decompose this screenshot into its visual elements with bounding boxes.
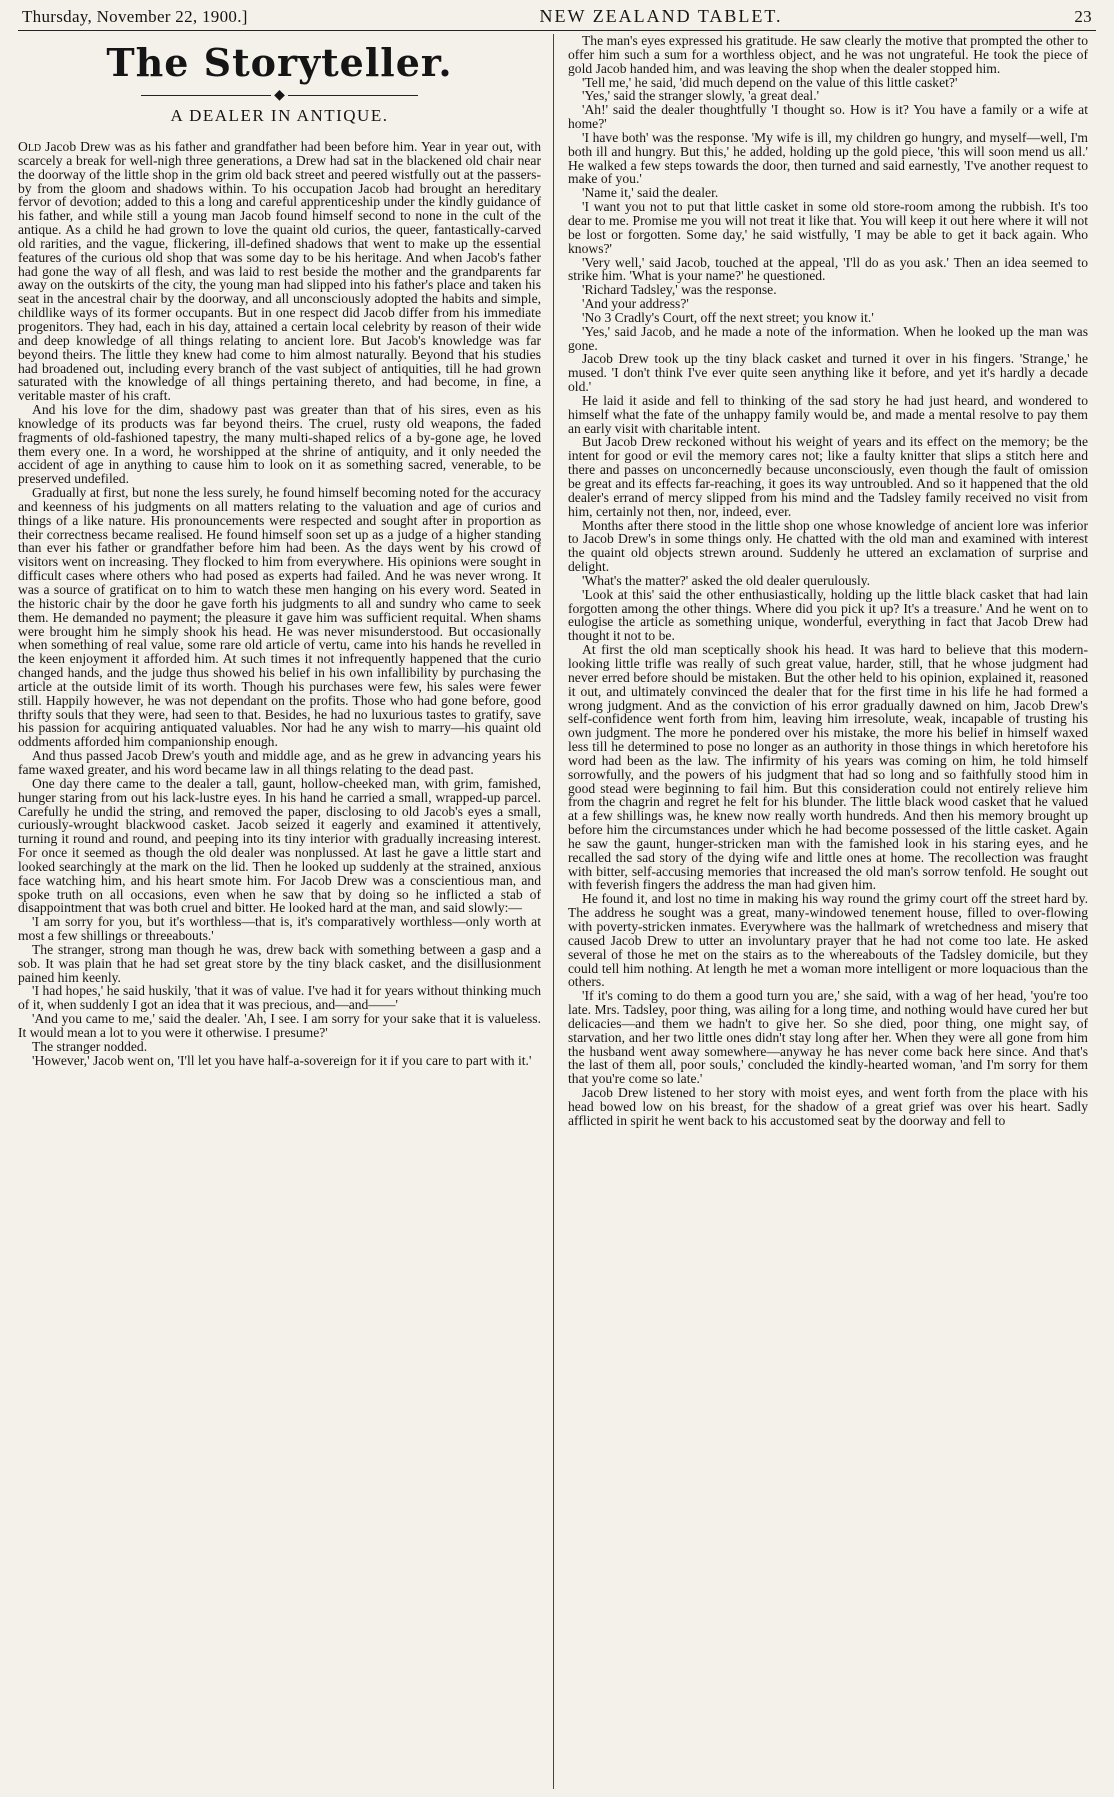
paragraph: He laid it aside and fell to thinking of the sad story he had just heard, and wondered to himself what the fate of the unhappy family would be, and made a mental resolve to pay them an early visit with charitable intent.: [568, 392, 1088, 436]
opening-word: Old: [18, 139, 42, 154]
page-header: [18, 6, 1096, 28]
paragraph: 'Yes,' said the stranger slowly, 'a great deal.': [582, 88, 820, 104]
left-column-text: [18, 140, 541, 1068]
columns: [18, 34, 1096, 1789]
paragraph: Months after there stood in the little shop one whose knowledge of ancient lore was inferior to Jacob Drew's in some things only. He chatted with the old man and examined with interest the quaint old objects strewn around. Suddenly he uttered an exclamation of surprise and delight.: [568, 517, 1088, 575]
paragraph: The man's eyes expressed his gratitude. He saw clearly the motive that prompted the other to offer him such a sum for a worthless object, and he was not ungrateful. He took the piece of gold Jacob handed him, and was leaving the shop when the dealer stopped him.: [568, 34, 1088, 76]
paragraph: 'If it's coming to do them a good turn you are,' she said, with a wag of her head, 'you're too late. Mrs. Tadsley, poor thing, was ailing for a long time, and nothing would have cured her but delicacies—and them we hadn't to give her. So she died, poor thing, one might say, of starvation, and her two little ones didn't stay long after her. When they were all gone from him the husband went away somewhere—anyway he has never come back here since. And that's the last of them all, poor souls,' concluded the kindly-hearted woman, 'and I'm sorry for them that you're come so late.': [568, 988, 1088, 1087]
section-masthead: The Storyteller.: [106, 40, 453, 85]
paragraph: 'Look at this' said the other enthusiastically, holding up the little black casket that had lain forgotten among the other things. Where did you pick it up? It's a treasure.' And he went on to eulogise the article as something unique, wonderful, everything in fact that Jacob Drew had thought it not to be.: [568, 586, 1088, 644]
paragraph: 'No 3 Cradly's Court, off the next street; you know it.': [582, 309, 874, 325]
paragraph: And thus passed Jacob Drew's youth and middle age, and as he grew in advancing years his fame waxed greater, and his word became law in all things relating to the dead past.: [18, 748, 541, 777]
ornament-line-right: [288, 95, 418, 96]
issue-date: Thursday, November 22, 1900.]: [22, 7, 248, 26]
paragraph: [18, 140, 541, 403]
ornament-divider: [18, 87, 541, 104]
header-rule: [18, 30, 1096, 31]
paragraph: 'Richard Tadsley,' was the response.: [582, 282, 777, 298]
left-column: [18, 34, 553, 1789]
paragraph: Jacob Drew listened to her story with moist eyes, and went forth from the place with his head bowed low on his breast, for the shadow of a great grief was over his heart. Sadly afflicted in spirit he went back to his accustomed seat by the doorway and fell to: [568, 1085, 1088, 1128]
right-column-text: [568, 34, 1088, 1128]
page-number: 23: [1074, 7, 1092, 26]
paragraph: 'However,' Jacob went on, 'I'll let you have half-a-sovereign for it if you care to part with it.': [32, 1052, 532, 1068]
paragraph-text: Jacob Drew was as his father and grandfather had been before him. Year in year out, with scarcely a break for well-nigh three generations, a Drew had sat in the blackened old chair near the doorway of the little shop in the grim old back street and peered wistfully out at the passers-by from the gloom and shadows within. To his occupation Jacob had brought an hereditary fervor of devotion; added to this a long and careful apprenticeship under the kindly guidance of his father, and while still a young man Jacob found himself second to none in the cult of the antique. As a child he had grown to love the quaint old curios, the queer, fantastically-carved old rarities, and the vague, flickering, ill-defined shadows that went to make up the essential features of the curious old shop that was some day to be his heritage. And when Jacob's father had gone the way of all flesh, and was laid to rest beside the mother and the grandparents far away on the outskirts of the city, the young man had slipped into his father's place and taken his seat in the ancestral chair by the doorway, and all unconsciously adopted the habits and simple, childlike ways of its former occupants. But in one respect did Jacob differ from his immediate progenitors. They had, each in his day, attained a certain local celebrity by reason of their wide and deep knowledge of all things relating to ancient lore. But Jacob's knowledge was far beyond theirs. The little they knew had come to him almost naturally. Beyond that his studies had broadened out, including every branch of the vast subject of antiquities, till he had grown saturated with the knowledge of all things pertaining thereto, and had become, in fine, a veritable master of his craft.: [18, 139, 541, 404]
paragraph: 'Yes,' said Jacob, and he made a note of the information. When he looked up the man was gone.: [568, 323, 1088, 353]
paragraph: The stranger nodded.: [32, 1038, 148, 1054]
ornament-line-left: [141, 95, 271, 96]
paragraph: But Jacob Drew reckoned without his weight of years and its effect on the memory; be the intent for good or evil the memory cares not; like a faulty knitter that slips a stitch here and there and passes on unconcernedly because unconsciously, even though the fault of omission be great and its effects far-reaching, it goes its way untroubled. And so it happened that the old dealer's errand of mercy slipped from his mind and the Tadsley family received no visit from him, certainly not then, nor, indeed, ever.: [568, 434, 1088, 519]
paragraph: 'And your address?': [582, 296, 689, 312]
story-title: A DEALER IN ANTIQUE.: [170, 106, 389, 125]
paragraph: 'What's the matter?' asked the old dealer querulously.: [582, 572, 871, 588]
paragraph: 'I have both' was the response. 'My wife is ill, my children go hungry, and myself—well, I'm both ill and hungry. But this,' he added, holding up the gold piece, 'this will soon mend us all.' He walked a few steps towards the door, then turned and said earnestly, 'I've another request to make of you.': [568, 129, 1088, 187]
paragraph: One day there came to the dealer a tall, gaunt, hollow-cheeked man, with grim, famished, hunger staring from out his lack-lustre eyes. In his hand he carried a small, wrapped-up parcel. Carefully he undid the string, and removed the paper, disclosing to old Jacob's eyes a small, curiously-wrought blackwood casket. Jacob seized it eagerly and examined it attentively, turning it round and round, and peeping into its tiny interior with gradually increasing interest. For once it seemed as though the old dealer was nonplussed. At last he gave a little start and looked searchingly at the mark on the lid. Then he looked up suddenly at the strained, anxious face watching him, and his heart smote him. For Jacob Drew was a conscientious man, and spoke truth on all occasions, even when he saw that by doing so he inflicted a stab of disappointment that was both cruel and bitter. He looked hard at the man, and said slowly:—: [18, 775, 541, 916]
paragraph: The stranger, strong man though he was, drew back with something between a gasp and a sob. It was plain that he had set great store by the tiny black casket, and the disillusionment pained him keenly.: [18, 941, 541, 985]
paragraph: 'Very well,' said Jacob, touched at the appeal, 'I'll do as you ask.' Then an idea seemed to strike him. 'What is your name?' he questioned.: [568, 254, 1088, 284]
right-column: [553, 34, 1088, 1789]
paragraph: At first the old man sceptically shook his head. It was hard to believe that this modern-looking little trifle was really of such great value, harder, still, that he whose judgment had never erred before should be mistaken. But the other held to his opinion, explained it, reasoned it out, and ultimately convinced the dealer that for the first time in his life he had formed a wrong judgment. And as the conviction of his error gradually dawned on him, Jacob Drew's self-confidence went forth from him, leaving him irresolute, weak, incapable of trusting his own judgment. The more he pondered over his mistake, the more his belief in himself waxed less till he determined to pose no longer as an authority in those things in which heretofore his word had been as the law. The infirmity of his years was coming on him, he told himself sorrowfully, and the powers of his judgment that had so long and so faithfully stood him in good stead were beginning to fail him. But this consideration could not entirely relieve him from the chagrin and regret he felt for his blunder. The little black wood casket that he valued at a few shillings was, he knew now really worth hundreds. And then his memory brought up before him the circumstances under which he had become possessed of the little casket. Again he saw the gaunt, hunger-stricken man with the famished look in his staring eyes, and he recalled the sad story of the dying wife and little ones at home. The recollection was fraught with bitter, self-accusing memories that increased the old man's sorrow tenfold. He sought out with feverish fingers the address the man had given him.: [568, 642, 1088, 893]
paragraph: He found it, and lost no time in making his way round the grimy court off the street hard by. The address he sought was a great, many-windowed tenement house, filled to over-flowing with poverty-stricken inmates. Everywhere was the hallmark of wretchedness and misery that caused Jacob Drew to utter an involuntary prayer that he had not come too late. He asked several of those he met on the stairs as to the whereabouts of the Tadsley domicile, but they could tell him nothing. At length he met a woman more intelligent or more loquacious than the others.: [568, 891, 1088, 990]
paragraph: 'Tell me,' he said, 'did much depend on the value of this little casket?': [582, 74, 958, 90]
paragraph: 'I am sorry for you, but it's worthless—that is, it's comparatively worthless—only worth at most a few shillings or threeabouts.': [18, 914, 541, 944]
publication-name: NEW ZEALAND TABLET.: [539, 6, 783, 26]
paragraph: 'Ah!' said the dealer thoughtfully 'I thought so. How is it? You have a family or a wife at home?': [568, 102, 1088, 132]
paragraph: 'I had hopes,' he said huskily, 'that it was of value. I've had it for years without thinking much of it, when suddenly I got an idea that it was precious, and—and——': [18, 983, 541, 1013]
diamond-icon: ◆: [274, 88, 285, 103]
paragraph: 'I want you not to put that little casket in some old store-room among the rubbish. It's too dear to me. Promise me you will not treat it like that. You will keep it out here where it will not be lost or forgotten. Some day,' he said wistfully, 'I may be able to get it back again. Who knows?': [568, 199, 1088, 256]
paragraph: 'Name it,' said the dealer.: [582, 185, 719, 201]
paragraph: Jacob Drew took up the tiny black casket and turned it over in his fingers. 'Strange,' he mused. 'I don't think I've ever quite seen anything like it before, and yet it's hardly a decade old.': [568, 351, 1088, 395]
paragraph: And his love for the dim, shadowy past was greater than that of his sires, even as his knowledge of its products was far beyond theirs. The cruel, rusty old weapons, the faded fragments of old-fashioned tapestry, the many multi-shaped relics of a by-gone age, he loved them every one. In a word, he worshipped at the shrine of antiquity, and it only needed the accident of age in anything to cause him to look on it as something sacred, venerable, to be preserved undefiled.: [18, 402, 541, 487]
paragraph: 'And you came to me,' said the dealer. 'Ah, I see. I am sorry for your sake that it is valueless. It would mean a lot to you were it otherwise. I presume?': [18, 1011, 541, 1040]
paragraph: Gradually at first, but none the less surely, he found himself becoming noted for the accuracy and keenness of his judgments on all matters relating to the valuation and age of curios and things of a like nature. His pronouncements were respected and sought after in proportion as their correctness became realised. He found himself soon set up as a judge of a higher standing than ever his father or grandfather before him had been. As the days went by his crowd of visitors went on increasing. They flocked to him from everywhere. His opinions were sought in difficult cases where others who had posed as experts had failed. And he was never wrong. It was a source of gratificat on to him to watch these men hanging on his every word. Seated in the historic chair by the door he gave forth his judgments to all and sundry who came to seek them. He demanded no payment; the pleasure it gave him was sufficient requital. When shams were brought him he simply shook his head. He was never misunderstood. But occasionally when something of real value, some rare old article of vertu, came into his hands he revelled in the keen enjoyment it afforded him. At such times it not infrequently happened that the curio changed hands, and the judge thus showed his belief in his own infallibility by purchasing the article at the outside limit of its worth. Though his purchases were few, his sales were fewer still. Happily however, he was not dependant on the profits. Those who had gone before, good thrifty souls that they were, had seen to that. Besides, he had no luxurious tastes to gratify, save his passion for acquiring antiquated valuables. Nor had he any wish to marry—his quaint old oddments afforded him companionship enough.: [18, 485, 541, 750]
